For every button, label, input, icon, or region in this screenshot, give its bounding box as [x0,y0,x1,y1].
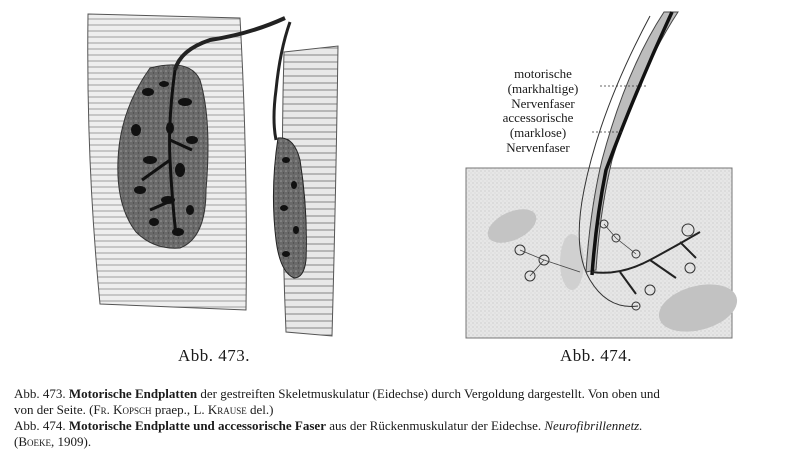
caption-473-heading: Motorische Endplatten [68,386,198,401]
annotation-motor-fiber: motorische (markhaltige) Nervenfaser [507,66,579,111]
caption-474-text2: ( [14,434,19,449]
caption-474-credit: Boeke [18,434,52,449]
caption-473-text2: von der Seite. ( [14,402,94,417]
caption-474 [14,418,784,450]
caption-473 [14,386,784,418]
caption-473-text4: del.) [246,402,274,417]
caption-474-heading: Motorische Endplatte und accessorische Faser [68,418,326,433]
caption-474-italic: Neurofibrillennetz. [544,418,643,433]
figure-474-illustration [440,10,750,350]
endplate-accessory-fiber-drawing [440,10,750,350]
caption-473-credit1: Fr. Kopsch [93,402,152,417]
caption-474-text3: , 1909). [51,434,92,449]
muscle-endplate-drawing [80,10,340,340]
figure-label-474: Abb. 474. [560,346,633,365]
caption-473-number: Abb. 473. [14,386,66,401]
figure-label-473: Abb. 473. [178,346,251,365]
caption-474-text1: aus der Rückenmuskulatur der Eidechse. [325,418,545,433]
caption-474-number: Abb. 474. [14,418,66,433]
figure-473-illustration [80,10,340,340]
caption-473-text1: der gestreiften Skeletmuskulatur (Eidechse) durch Vergoldung dargestellt. Von oben und [197,386,660,401]
caption-473-credit2: L. Krause [193,402,247,417]
annotation-accessory-fiber: accessorische (marklose) Nervenfaser [502,110,574,155]
caption-473-text3: praep., [151,402,194,417]
